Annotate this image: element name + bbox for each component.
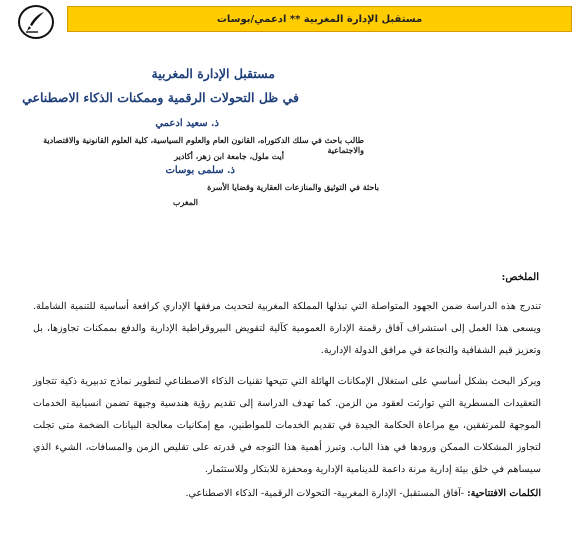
author1-affiliation-line1: طالب باحث في سلك الدكتوراه، القانون العام والعلوم السياسية، كلية العلوم القانونية والاقتصادية والاجتماعية [43, 135, 364, 155]
author2-name: ذ. سلمى بوسات [165, 165, 235, 176]
article-title-line2: في ظل التحولات الرقمية وممكنات الذكاء الاصطناعي [22, 90, 299, 105]
banner-text: مستقبل الإدارة المغربية ** ادعمي/بوسات [216, 13, 423, 25]
header-banner [67, 6, 572, 32]
keywords-label: الكلمات الافتتاحية: [467, 488, 541, 499]
keywords-text: -آفاق المستقبل- الإدارة المغربية- التحولات الرقمية- الذكاء الاصطناعي. [185, 488, 468, 499]
author2-affiliation-line2: المغرب [172, 197, 198, 207]
abstract-paragraph-2: ويركز البحث بشكل أساسي على استغلال الإمكانات الهائلة التي تتيحها تقنيات الذكاء الاصطناعي لتطوير نماذج تدبيرية ذكية تتجاوز التعقيدات المسطرية التي توارثت لعقود من الزمن. كما تهدف الدراسة إلى تقديم رؤية هندسية وجيهة تضمن انسيابية الخدمات الموجهة للمرتفقين، مع مراعاة الحكامة الجيدة في تقديم الخدمات للمواطنين، مع إمكانيات معالجة البيانات الضخمة متى تجلت لتجاوز المشكلات الممكن ورودها في هذا الباب. وتبرز أهمية هذا التوجه في قدرته على تقليص الزمن والمسافات، الشيء الذي سيساهم في خلق بيئة إدارية مرنة داعمة للدينامية الإدارية ومحفزة للابتكار وللاستثمار. [33, 376, 541, 475]
abstract-heading: الملخص: [501, 272, 539, 283]
author1-name: ذ. سعيد ادعمي [155, 118, 219, 129]
author2-affiliation-line1: باحثة في التوثيق والمنازعات العقارية وقضايا الأسرة [207, 182, 379, 192]
keywords-line [33, 488, 541, 499]
author1-affiliation-line2: أيت ملول، جامعة ابن زهر، أكادير [174, 151, 284, 161]
article-title-line1: مستقبل الإدارة المغربية [151, 66, 275, 81]
abstract-paragraph-1: تندرج هذه الدراسة ضمن الجهود المتواصلة التي تبذلها المملكة المغربية لتحديث مرفقها الإداري كرافعة أساسية للتنمية الشاملة. ويسعى هذا العمل إلى استشراف آفاق رقمنة الإدارة العمومية كآلية لتقويض البيروقراطية الإدارية والدفع بممكنات تجاوزها، بل وتعزيز قيم الشفافية والنجاعة في مرافق الدولة الإدارية. [33, 301, 541, 356]
quill-pen-icon [24, 11, 48, 33]
logo [18, 5, 54, 39]
